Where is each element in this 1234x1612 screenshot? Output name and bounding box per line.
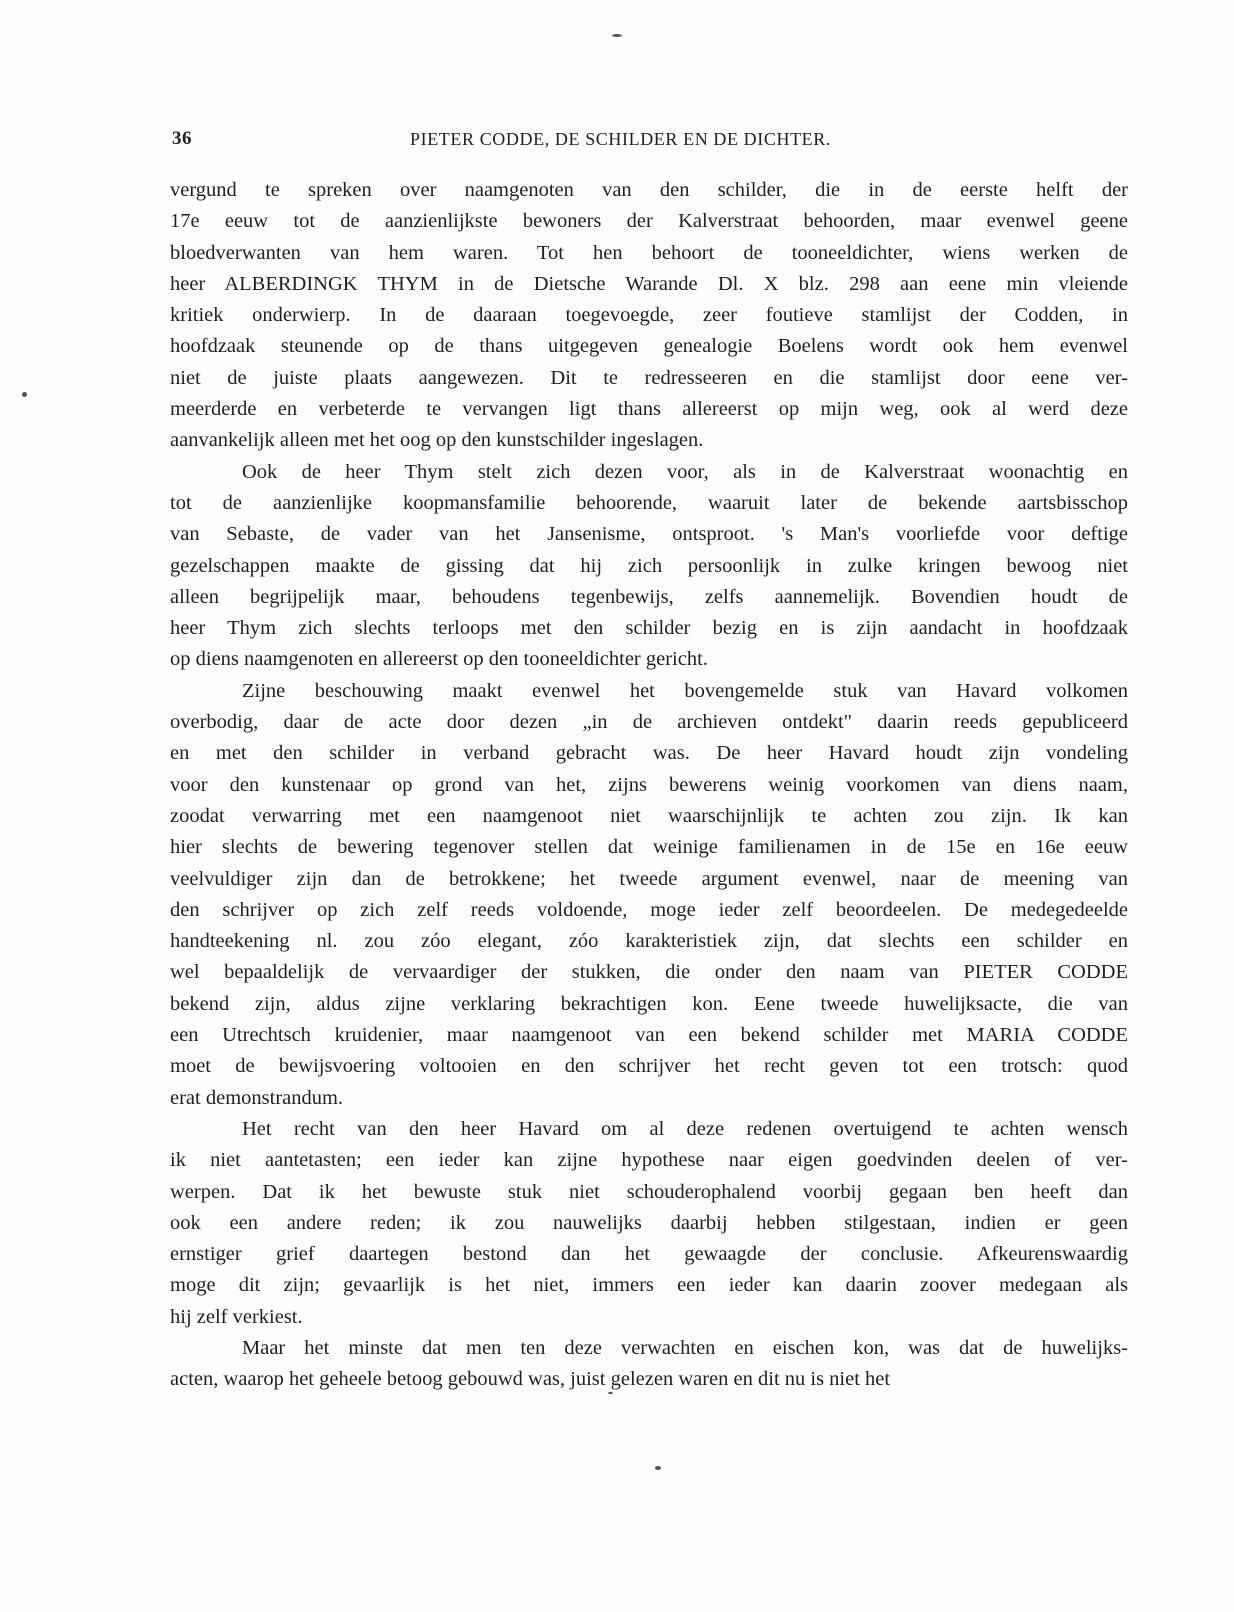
text-line: niet de juiste plaats aangewezen. Dit te redresseeren en die stamlijst door eene ver-	[170, 366, 1128, 389]
page-header	[172, 128, 1107, 156]
text-line: Het recht van den heer Havard om al deze redenen overtuigend te achten wensch	[242, 1117, 1128, 1140]
page-number: 36	[172, 128, 192, 149]
text-line: overbodig, daar de acte door dezen „in de archieven ontdekt" daarin reeds gepubliceerd	[170, 711, 1128, 734]
text-line: bloedverwanten van hem waren. Tot hen behoort de tooneeldichter, wiens werken de	[170, 241, 1128, 264]
text-line: van Sebaste, de vader van het Jansenisme, ontsproot. 's Man's voorliefde voor deftige	[170, 523, 1128, 546]
text-line: ernstiger grief daartegen bestond dan het gewaagde der conclusie. Afkeurenswaardig	[170, 1243, 1128, 1266]
paragraph-1	[170, 175, 1128, 457]
text-line: moet de bewijsvoering voltooien en den schrijver het recht geven tot een trotsch: quod	[170, 1055, 1128, 1078]
paragraph-5	[170, 1333, 1128, 1396]
text-line: moge dit zijn; gevaarlijk is het niet, immers een ieder kan daarin zoover medegaan als	[170, 1274, 1128, 1297]
text-line: tot de aanzienlijke koopmansfamilie behoorende, waaruit later de bekende aartsbisschop	[170, 491, 1128, 514]
text-line: ik niet aantetasten; een ieder kan zijne hypothese naar eigen goedvinden deelen of ver-	[170, 1149, 1128, 1172]
text-line: heer ALBERDINGK THYM in de Dietsche Warande Dl. X blz. 298 aan eene min vleiende	[170, 272, 1128, 295]
text-line: veelvuldiger zijn dan de betrokkene; het tweede argument evenwel, naar de meening van	[170, 867, 1128, 890]
text-line: den schrijver op zich zelf reeds voldoende, moge ieder zelf beoordeelen. De medegedeelde	[170, 898, 1128, 921]
scan-speck	[612, 34, 622, 37]
scan-speck	[655, 1466, 661, 1470]
paragraph-2	[170, 457, 1128, 676]
scan-speck	[22, 392, 27, 397]
text-line: acten, waarop het geheele betoog gebouwd was, juist gelezen waren en dit nu is niet het	[170, 1368, 891, 1391]
text-line: aanvankelijk alleen met het oog op den kunstschilder ingeslagen.	[170, 429, 704, 452]
body-text	[170, 175, 1128, 1396]
text-line: heer Thym zich slechts terloops met den schilder bezig en is zijn aandacht in hoofdzaak	[170, 617, 1128, 640]
text-line: erat demonstrandum.	[170, 1086, 344, 1109]
text-line: vergund te spreken over naamgenoten van den schilder, die in de eerste helft der	[170, 179, 1128, 201]
scan-speck	[608, 1392, 613, 1394]
text-line: hoofdzaak steunende op de thans uitgegeven genealogie Boelens wordt ook hem evenwel	[170, 335, 1128, 358]
text-line: alleen begrijpelijk maar, behoudens tegenbewijs, zelfs aannemelijk. Bovendien houdt de	[170, 585, 1128, 608]
text-line: op diens naamgenoten en allereerst op den tooneeldichter gericht.	[170, 648, 708, 671]
text-line: hij zelf verkiest.	[170, 1305, 303, 1328]
text-line: en met den schilder in verband gebracht was. De heer Havard houdt zijn vondeling	[170, 742, 1128, 765]
text-line: Maar het minste dat men ten deze verwachten en eischen kon, was dat de huwelijks-	[242, 1336, 1128, 1359]
text-line: werpen. Dat ik het bewuste stuk niet schouderophalend voorbij gegaan ben heeft dan	[170, 1180, 1128, 1203]
text-line: hier slechts de bewering tegenover stellen dat weinige familienamen in de 15e en 16e eeuw	[170, 836, 1128, 859]
text-line: voor den kunstenaar op grond van het, zijns bewerens weinig voorkomen van diens naam,	[170, 773, 1128, 796]
text-line: zoodat verwarring met een naamgenoot niet waarschijnlijk te achten zou zijn. Ik kan	[170, 804, 1128, 827]
text-line: 17e eeuw tot de aanzienlijkste bewoners der Kalverstraat behoorden, maar evenwel geene	[170, 210, 1128, 233]
text-line: bekend zijn, aldus zijne verklaring bekrachtigen kon. Eene tweede huwelijksacte, die van	[170, 992, 1128, 1015]
paragraph-3	[170, 676, 1128, 1114]
paragraph-4	[170, 1114, 1128, 1333]
text-line: handteekening nl. zou zóo elegant, zóo karakteristiek zijn, dat slechts een schilder en	[170, 930, 1128, 953]
running-title: PIETER CODDE, DE SCHILDER EN DE DICHTER.	[410, 129, 831, 149]
text-line: meerderde en verbeterde te vervangen ligt thans allereerst op mijn weg, ook al werd deze	[170, 398, 1128, 421]
text-line: kritiek onderwierp. In de daaraan toegevoegde, zeer foutieve stamlijst der Codden, in	[170, 304, 1128, 327]
text-line: wel bepaaldelijk de vervaardiger der stukken, die onder den naam van PIETER CODDE	[170, 961, 1128, 984]
text-line: een Utrechtsch kruidenier, maar naamgenoot van een bekend schilder met MARIA CODDE	[170, 1024, 1128, 1047]
text-line: Ook de heer Thym stelt zich dezen voor, als in de Kalverstraat woonachtig en	[242, 460, 1128, 483]
text-line: gezelschappen maakte de gissing dat hij zich persoonlijk in zulke kringen bewoog niet	[170, 554, 1128, 577]
text-line: Zijne beschouwing maakt evenwel het bovengemelde stuk van Havard volkomen	[242, 679, 1128, 702]
text-line: ook een andere reden; ik zou nauwelijks daarbij hebben stilgestaan, indien er geen	[170, 1211, 1128, 1234]
